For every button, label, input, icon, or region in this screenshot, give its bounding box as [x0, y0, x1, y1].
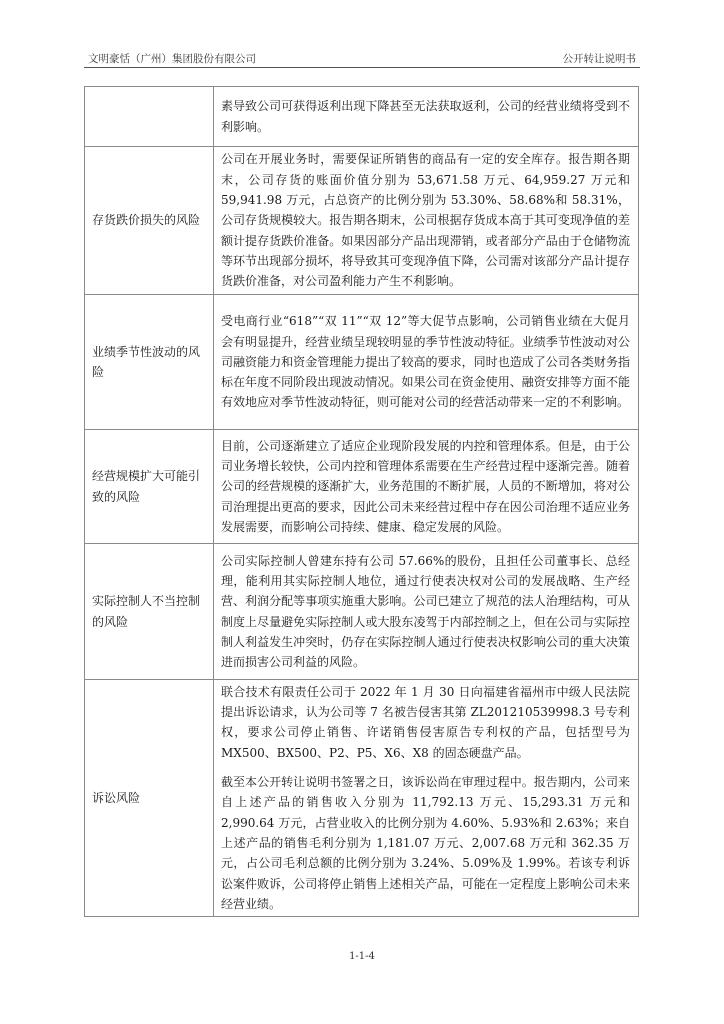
risk-description-cell [214, 544, 639, 680]
page-header [84, 52, 640, 66]
risk-name-cell [85, 87, 214, 147]
risk-name-cell: 业绩季节性波动的风险 [85, 295, 214, 430]
risk-name-cell: 存货跌价损失的风险 [85, 147, 214, 295]
header-document-title: 公开转让说明书 [562, 53, 636, 65]
risk-name-cell: 经营规模扩大可能引致的风险 [85, 430, 214, 544]
risk-name-cell: 实际控制人不当控制的风险 [85, 544, 214, 680]
table-row [85, 430, 639, 544]
header-divider [84, 67, 640, 68]
header-company-name: 文明豪恬（广州）集团股份有限公司 [88, 53, 256, 65]
risk-description-cell [214, 430, 639, 544]
risk-description-paragraph: 公司实际控制人曾建东持有公司 57.66%的股份，且担任公司董事长、总经理，能利用其实际控制人地位，通过行使表决权对公司的发展战略、生产经营、利润分配等事项实施重大影响。公司已建立了规范的法人治理结构，可从制度上尽量避免实际控制人或大股东凌驾于内部控制之上，但在公司与实际控制人利益发生冲突时，仍存在实际控制人通过行使表决权影响公司的重大决策进而损害公司利益的风险。 [221, 553, 630, 670]
risk-description-cell [214, 147, 639, 295]
risk-description-paragraph: 受电商行业“618”“双 11”“双 12”等大促节点影响，公司销售业绩在大促月会有明显提升，经营业绩呈现较明显的季节性波动特征。业绩季节性波动对公司融资能力和资金管理能力提出了较高的要求，同时也造成了公司各类财务指标在年度不同阶段出现波动情况。如果公司在资金使用、融资安排等方面不能有效地应对季节性波动特征，则可能对公司的经营活动带来一定的不利影响。 [221, 314, 630, 410]
table-row [85, 87, 639, 147]
risk-description-paragraph: 素导致公司可获得返利出现下降甚至无法获取返利，公司的经营业绩将受到不利影响。 [221, 99, 630, 134]
risk-description-paragraph: 联合技术有限责任公司于 2022 年 1 月 30 日向福建省福州市中级人民法院提出诉讼请求，认为公司等 7 名被告侵害其第 ZL201210539998.3 号专利权，要求公司停止销售、许诺销售侵害原告专利权的产品，包括型号为 MX500、BX500、P2、P5、X6、X8 的固态硬盘产品。 [221, 684, 630, 760]
risk-description-paragraph: 截至本公开转让说明书签署之日，该诉讼尚在审理过程中。报告期内，公司来自上述产品的销售收入分别为 11,792.13 万元、15,293.31 万元和 2,990.64 万元，占营业收入的比例分别为 4.60%、5.93%和 2.63%；来自上述产品的销售毛利分别为 1,181.07 万元、2,007.68 万元和 362.35 万元，占公司毛利总额的比例分别为 3.24%、5.09%及 1.99%。若该专利诉讼案件败诉，公司将停止销售上述相关产品，可能在一定程度上影响公司未来经营业绩。 [221, 775, 630, 911]
risk-factors-table [84, 86, 639, 917]
risk-description-paragraph: 公司在开展业务时，需要保证所销售的商品有一定的安全库存。报告期各期末，公司存货的账面价值分别为 53,671.58 万元、64,959.27 万元和 59,941.98 万元，占总资产的比例分别为 53.30%、58.68%和 58.31%，公司存货规模较大。报告期各期末，公司根据存货成本高于其可变现净值的差额计提存货跌价准备。如果因部分产品出现滞销，或者部分产品由于仓储物流等环节出现部分损坏，将导致其可变现净值下降，公司需对该部分产品计提存货跌价准备，对公司盈利能力产生不利影响。 [221, 152, 630, 289]
risk-description-paragraph: 目前，公司逐渐建立了适应企业现阶段发展的内控和管理体系。但是，由于公司业务增长较快，公司内控和管理体系需要在生产经营过程中逐渐完善。随着公司的经营规模的逐渐扩大，业务范围的不断扩展，人员的不断增加，将对公司治理提出更高的要求，因此公司未来经营过程中存在因公司治理不适应业务发展需要，而影响公司持续、健康、稳定发展的风险。 [221, 438, 630, 534]
risk-description-cell [214, 87, 639, 147]
table-row [85, 680, 639, 917]
page-number: 1-1-4 [349, 951, 375, 962]
risk-description-cell [214, 680, 639, 917]
risk-description-cell [214, 295, 639, 430]
table-row [85, 295, 639, 430]
table-row [85, 544, 639, 680]
table-row [85, 147, 639, 295]
risk-name-cell: 诉讼风险 [85, 680, 214, 917]
